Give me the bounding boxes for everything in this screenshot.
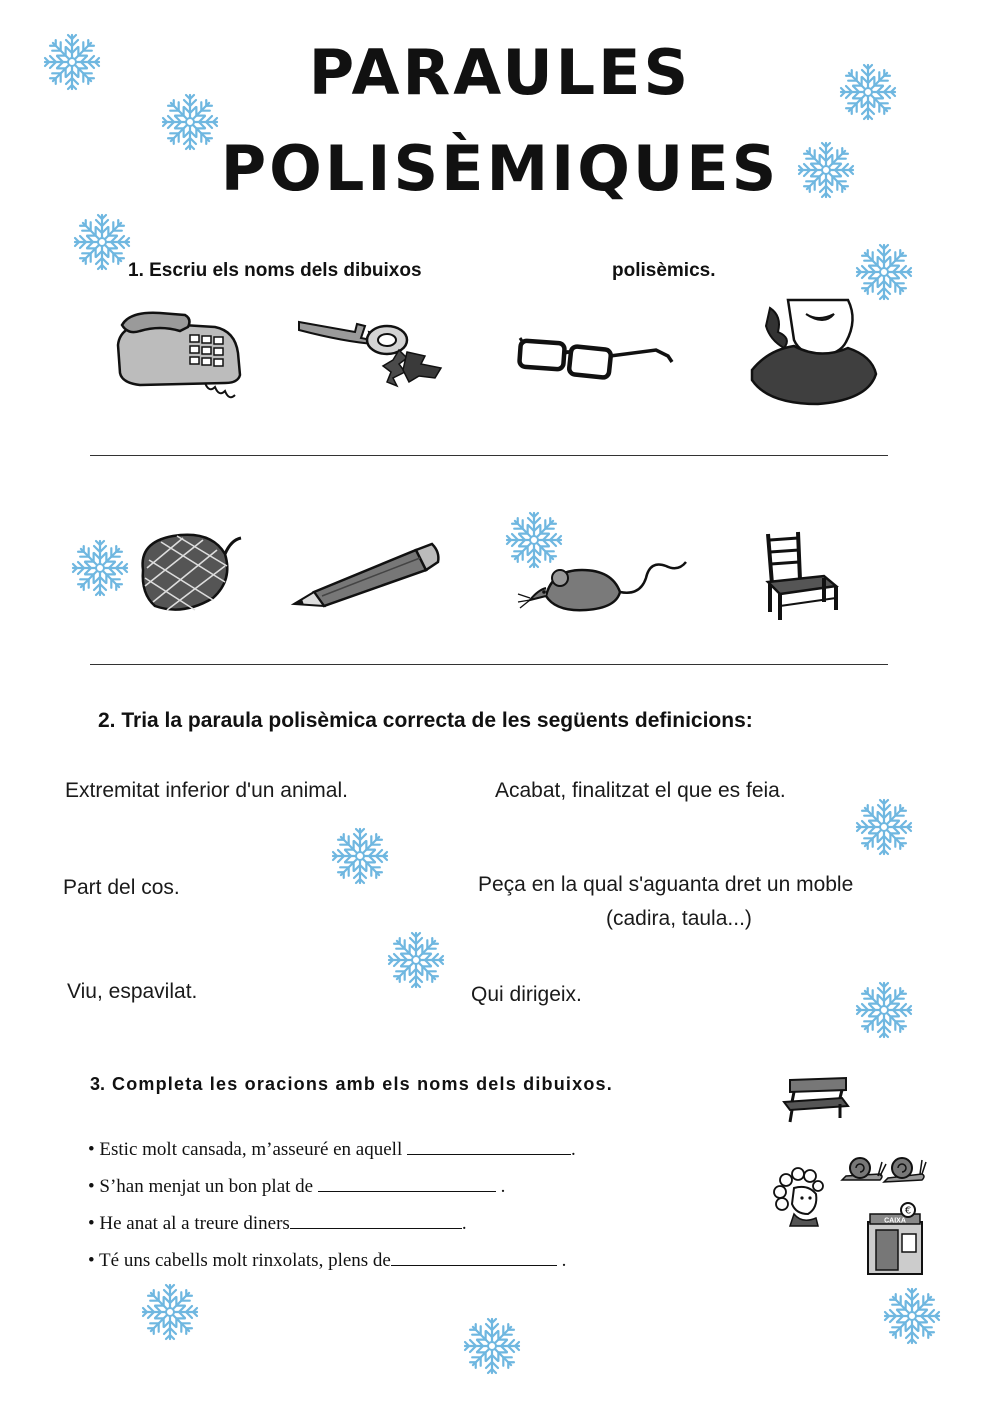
pine-cone-picture bbox=[133, 530, 243, 615]
snowflake-icon bbox=[854, 797, 914, 857]
answer-blank[interactable] bbox=[391, 1249, 557, 1266]
sentence-text: • S’han menjat un bon plat de bbox=[88, 1176, 314, 1197]
snowflake-icon bbox=[330, 826, 390, 886]
atm-sign-text: CAIXA bbox=[884, 1217, 906, 1225]
exercise2-prompt: 2. Tria la paraula polisèmica correcta de les següents definicions: bbox=[98, 709, 753, 732]
sentence-2 bbox=[88, 1175, 505, 1198]
snowflake-icon bbox=[72, 212, 132, 272]
sentence-3 bbox=[88, 1212, 467, 1235]
definition-4-cont: (cadira, taula...) bbox=[606, 907, 752, 930]
definition-2: Acabat, finalitzat el que es feia. bbox=[495, 779, 786, 802]
answer-blank[interactable] bbox=[290, 1212, 462, 1229]
sentence-end: . bbox=[570, 1139, 576, 1160]
sentence-end: . bbox=[495, 1176, 506, 1197]
snowflake-icon bbox=[462, 1316, 522, 1376]
sentence-text: • Estic molt cansada, m’asseuré en aquell bbox=[88, 1139, 403, 1160]
neck-picture bbox=[748, 300, 888, 410]
definition-4: Peça en la qual s'aguanta dret un moble bbox=[478, 873, 854, 896]
sentence-4 bbox=[88, 1249, 566, 1272]
atm-picture bbox=[864, 1202, 926, 1276]
curly-hair-picture bbox=[772, 1168, 830, 1226]
exercise3-number: 3. bbox=[90, 1074, 106, 1094]
snowflake-icon bbox=[854, 242, 914, 302]
answer-line-row2[interactable] bbox=[90, 664, 888, 665]
euro-icon: € bbox=[904, 1205, 912, 1217]
sentence-end: . bbox=[556, 1250, 567, 1271]
snowflake-icon bbox=[70, 538, 130, 598]
definition-1: Extremitat inferior d'un animal. bbox=[65, 779, 348, 802]
snowflake-icon bbox=[882, 1286, 942, 1346]
bench-picture bbox=[780, 1076, 850, 1124]
definition-3: Part del cos. bbox=[63, 876, 180, 899]
definition-6: Qui dirigeix. bbox=[471, 983, 582, 1006]
sentence-end: . bbox=[461, 1213, 467, 1234]
page-title-line1: PARAULES bbox=[308, 36, 692, 109]
exercise1-prompt: 1. Escriu els noms dels dibuixos bbox=[128, 260, 422, 281]
snowflake-icon bbox=[854, 980, 914, 1040]
snowflake-icon bbox=[386, 930, 446, 990]
answer-blank[interactable] bbox=[318, 1175, 496, 1192]
page-title-line2: POLISÈMIQUES bbox=[220, 132, 780, 205]
telephone-picture bbox=[110, 305, 250, 395]
exercise1-prompt-end: polisèmics. bbox=[612, 260, 716, 281]
snails-picture bbox=[840, 1150, 926, 1186]
pencil-picture bbox=[292, 540, 442, 610]
answer-blank[interactable] bbox=[407, 1138, 571, 1155]
key-picture bbox=[295, 312, 455, 387]
sentence-text: • Té uns cabells molt rinxolats, plens de bbox=[88, 1250, 391, 1271]
glasses-picture bbox=[516, 328, 676, 388]
definition-5: Viu, espavilat. bbox=[67, 980, 198, 1003]
answer-line-row1[interactable] bbox=[90, 455, 888, 456]
sentence-text: • He anat al a treure diners bbox=[88, 1213, 290, 1234]
snowflake-icon bbox=[140, 1282, 200, 1342]
chair-picture bbox=[758, 530, 844, 622]
mouse-picture bbox=[516, 556, 688, 620]
sentence-1 bbox=[88, 1138, 576, 1161]
exercise3-prompt: Completa les oracions amb els noms dels dibuixos. bbox=[112, 1074, 613, 1094]
